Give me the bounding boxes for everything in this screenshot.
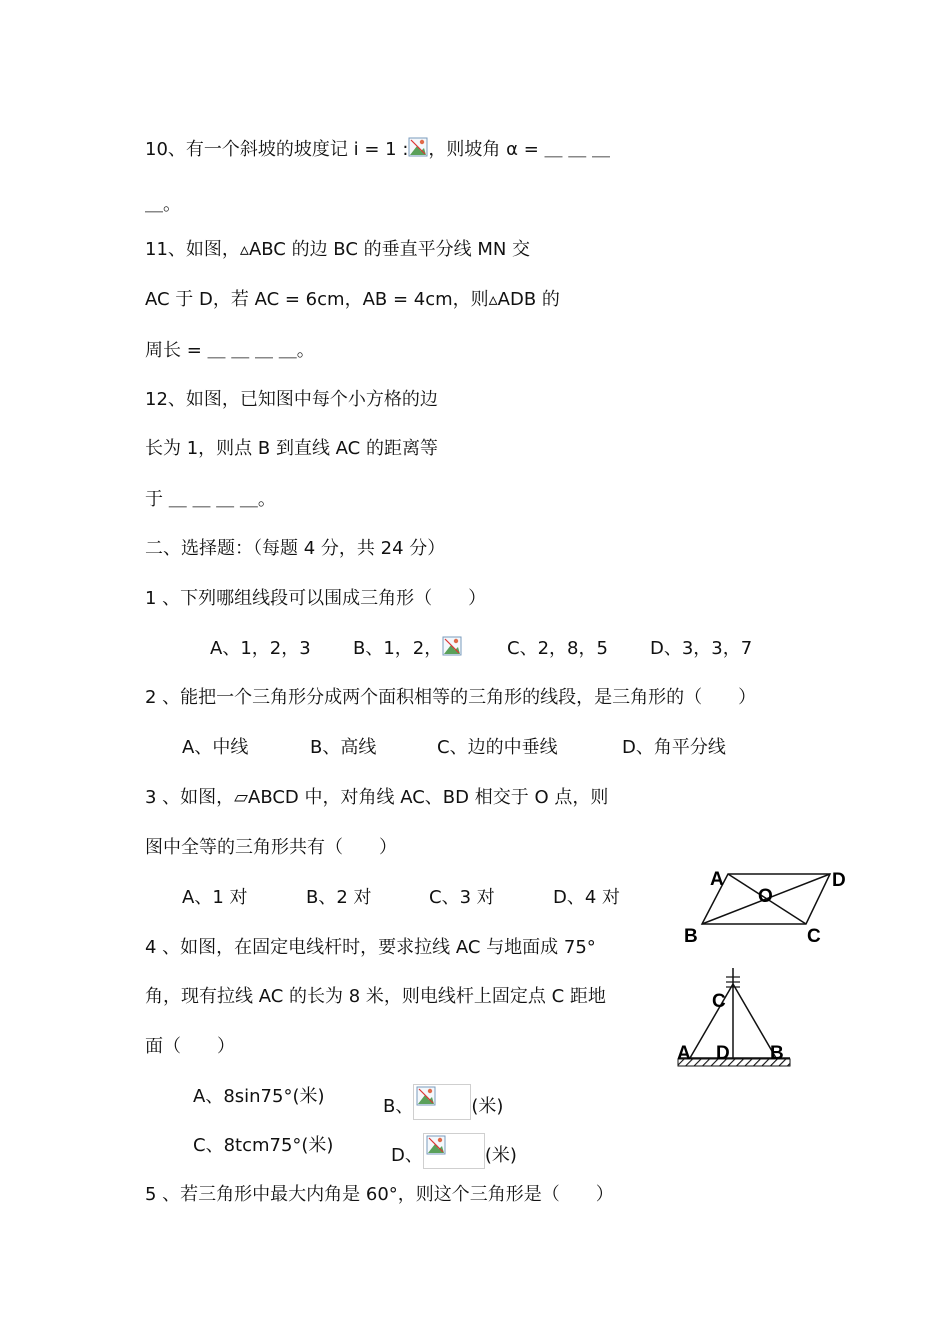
section-title: 二、选择题：（每题 4 分，共 24 分） [145, 538, 446, 559]
q2-option-d: D、角平分线 [622, 737, 726, 758]
label-a: A [677, 1043, 691, 1064]
q1-option-d: D、3，3，7 [650, 638, 753, 659]
label-a: A [710, 869, 724, 890]
q4-option-a: A、8sin75°(米) [193, 1086, 325, 1107]
q11-line3: 周长 = ＿ ＿ ＿ ＿。 [145, 340, 315, 361]
q2-stem: 2 、能把一个三角形分成两个面积相等的三角形的线段，是三角形的（ ） [145, 687, 757, 708]
label-b: B [770, 1043, 784, 1064]
label-o: O [758, 886, 773, 907]
q3-line2: 图中全等的三角形共有（ ） [145, 837, 397, 858]
label-c: C [712, 991, 726, 1012]
broken-image-icon [442, 636, 462, 656]
q3-option-c: C、3 对 [429, 887, 495, 908]
label-d: D [832, 870, 846, 891]
q5-stem: 5 、若三角形中最大内角是 60°，则这个三角形是（ ） [145, 1184, 614, 1205]
q3-option-d: D、4 对 [553, 887, 621, 908]
q10-line2: ＿。 [145, 194, 181, 215]
q3-line1: 3 、如图，▱ABCD 中，对角线 AC、BD 相交于 O 点，则 [145, 787, 609, 808]
q3-option-b: B、2 对 [306, 887, 372, 908]
q11-line2: AC 于 D，若 AC = 6cm，AB = 4cm，则▵ADB 的 [145, 289, 560, 310]
broken-image-icon [408, 137, 428, 157]
pole-figure [672, 960, 796, 1072]
q3-option-a: A、1 对 [182, 887, 248, 908]
label-d: D [716, 1043, 730, 1064]
label-c: C [807, 926, 821, 947]
q11-line1: 11、如图，▵ABC 的边 BC 的垂直平分线 MN 交 [145, 239, 531, 260]
q1-option-c: C、2，8，5 [507, 638, 608, 659]
q12-line2: 长为 1，则点 B 到直线 AC 的距离等 [145, 438, 438, 459]
q2-option-a: A、中线 [182, 737, 249, 758]
q1-stem: 1 、下列哪组线段可以围成三角形（ ） [145, 588, 487, 609]
q1-option-a: A、1，2，3 [210, 638, 311, 659]
parallelogram-figure [676, 862, 856, 948]
q4-line3: 面（ ） [145, 1036, 235, 1057]
q4-line1: 4 、如图，在固定电线杆时，要求拉线 AC 与地面成 75° [145, 937, 596, 958]
q2-option-c: C、边的中垂线 [437, 737, 558, 758]
q4-option-b: B、 (米) [383, 1084, 503, 1120]
q1-option-b: B、1，2， [353, 636, 462, 662]
q12-line3: 于 ＿ ＿ ＿ ＿。 [145, 489, 276, 510]
formula-image-d [423, 1133, 485, 1169]
q4-option-d: D、 (米) [391, 1133, 517, 1169]
q2-option-b: B、高线 [310, 737, 377, 758]
broken-image-icon [416, 1086, 436, 1106]
q12-line1: 12、如图，已知图中每个小方格的边 [145, 389, 438, 410]
formula-image-b [413, 1084, 471, 1120]
q10-line1: 10、有一个斜坡的坡度记 i = 1 : ，则坡角 α = ＿ ＿ ＿ [145, 139, 610, 160]
q4-option-c: C、8tcm75°(米) [193, 1135, 334, 1156]
q4-line2: 角，现有拉线 AC 的长为 8 米，则电线杆上固定点 C 距地 [145, 986, 606, 1007]
label-b: B [684, 926, 698, 947]
broken-image-icon [426, 1135, 446, 1155]
